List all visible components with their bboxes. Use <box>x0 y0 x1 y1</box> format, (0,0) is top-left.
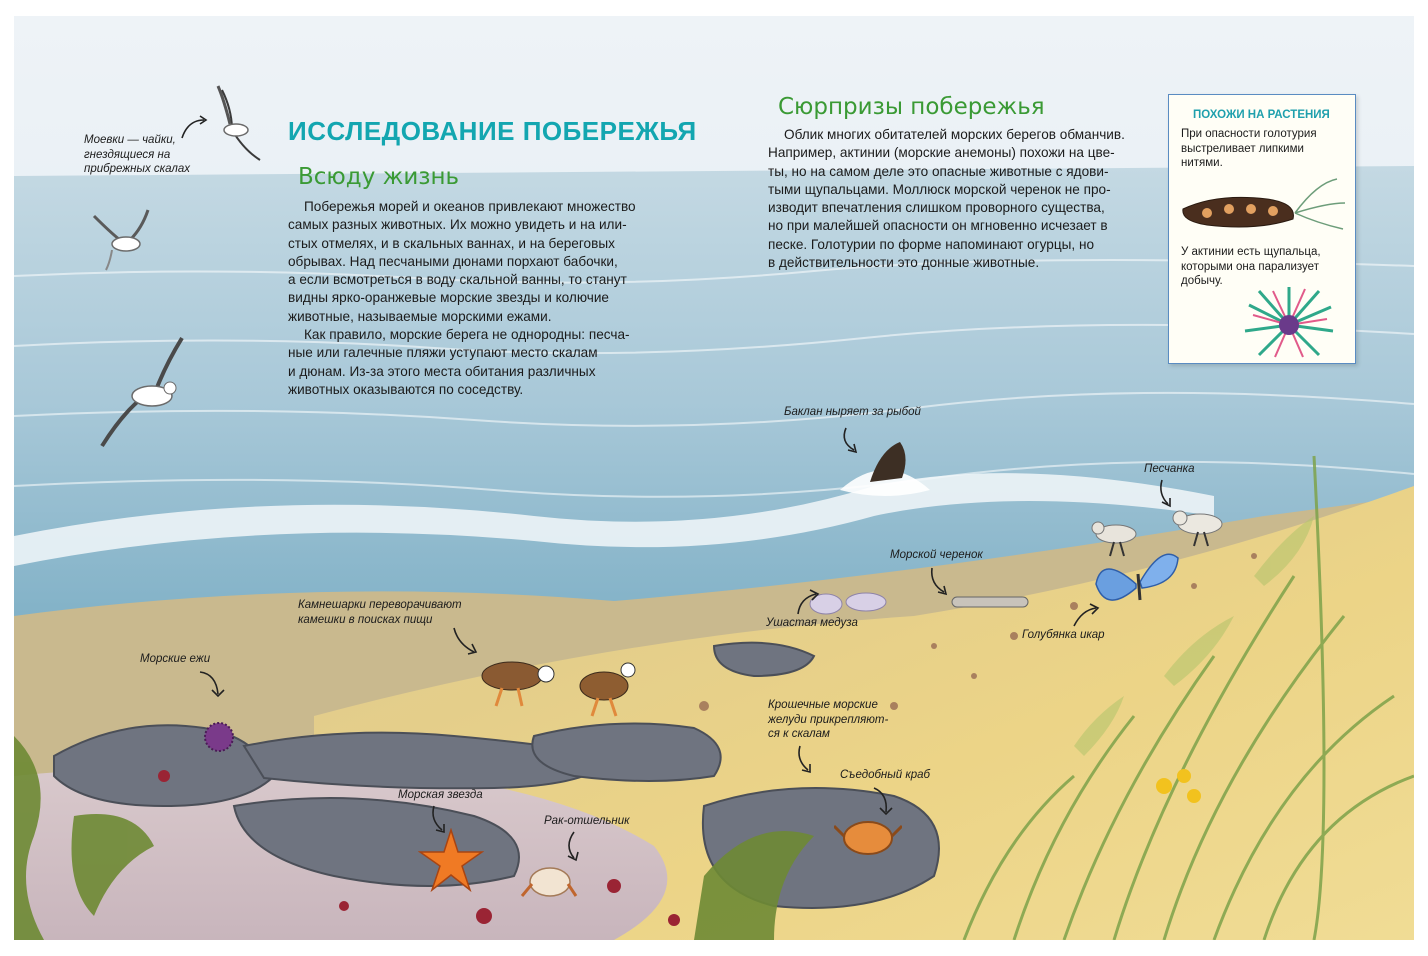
text-line: а если всмотреться в воду скальной ванны, то станут <box>288 272 627 288</box>
text-line: У актинии есть щупальца, <box>1181 246 1321 258</box>
text-line: добычу. <box>1181 275 1223 287</box>
arrow-starfish <box>424 802 458 836</box>
sea-urchin-figure <box>194 714 244 760</box>
caption-line: камешки в поисках пищи <box>298 613 433 626</box>
turnstone-figure-1 <box>462 652 562 708</box>
common-blue-butterfly-figure <box>1092 544 1182 620</box>
arrow-jellyfish <box>792 586 826 620</box>
text-line: животные, называемые морскими ежами. <box>288 308 552 324</box>
text-line: Побережья морей и океанов привлекают множество <box>304 199 636 214</box>
caption-line: Съедобный краб <box>840 769 931 781</box>
caption-razor-clam <box>890 548 983 563</box>
arrow-sea-urchins <box>196 666 230 700</box>
text-line: видны ярко-оранжевые морские звезды и колючие <box>288 290 609 306</box>
caption-cormorant <box>784 405 921 420</box>
text-line: которыми она парализует <box>1181 260 1319 273</box>
sea-anemone-figure <box>1239 285 1339 361</box>
section-heading-everywhere-life: Всюду жизнь <box>298 164 460 190</box>
text-line: песке. Голотурии по форме напоминают огурцы, но <box>768 236 1095 252</box>
text-line: в действительности это донные животные. <box>768 255 1040 271</box>
caption-line: Морские ежи <box>140 653 211 665</box>
caption-line: Морской черенок <box>890 549 983 561</box>
text-line: При опасности голотурия <box>1181 128 1317 140</box>
arrow-hermit-crab <box>560 828 594 862</box>
caption-line: Рак-отшельник <box>544 815 630 827</box>
caption-line: Камнешарки переворачивают <box>298 599 462 611</box>
text-line: Например, актинии (морские анемоны) похожи на цве- <box>768 145 1115 161</box>
edible-crab-figure <box>834 814 902 860</box>
text-line: и дюнам. Из-за этого места обитания различных <box>288 363 596 379</box>
caption-kittiwakes <box>84 133 190 177</box>
sea-cucumber-figure <box>1177 173 1347 237</box>
arrow-razor-clam <box>924 564 958 598</box>
text-line: ты, но на самом деле это опасные животные с ядови- <box>768 163 1109 179</box>
turnstone-figure-2 <box>570 656 642 718</box>
caption-line: Крошечные морские <box>768 699 878 711</box>
sanderling-figure-2 <box>1168 506 1230 548</box>
section-text-coast-surprises <box>768 126 1148 272</box>
caption-line: желуди прикрепляют- <box>768 713 889 726</box>
caption-line: Ушастая медуза <box>766 617 858 629</box>
text-line: но при малейшей опасности он мгновенно исчезает в <box>768 218 1108 234</box>
sidebar-text-sea-cucumber <box>1181 127 1351 171</box>
caption-line: Баклан ныряет за рыбой <box>784 406 921 418</box>
razor-clam-figure <box>950 592 1032 612</box>
arrow-edible-crab <box>862 784 896 818</box>
text-line: Облик многих обитателей морских берегов обманчив. <box>784 127 1125 142</box>
section-text-everywhere-life <box>288 198 660 399</box>
text-line: животных оказываются по соседству. <box>288 381 524 397</box>
caption-barnacles <box>768 698 888 742</box>
arrow-sanderling <box>1152 476 1186 510</box>
caption-sanderling <box>1144 462 1194 477</box>
caption-line: Голубянка икар <box>1022 629 1105 641</box>
caption-line: гнездящиеся на <box>84 148 171 161</box>
text-line: ные или галечные пляжи уступают место скалам <box>288 345 598 361</box>
text-line: стых отмелях, и в скальных ваннах, и на береговых <box>288 235 615 251</box>
caption-line: ся к скалам <box>768 728 830 740</box>
text-line: тыми щупальцами. Моллюск морской черенок не про- <box>768 181 1111 197</box>
arrow-kittiwakes <box>178 112 212 146</box>
caption-line: Моевки — чайки, <box>84 134 176 146</box>
caption-turnstones <box>298 598 462 627</box>
starfish-figure <box>418 828 484 892</box>
caption-line: прибрежных скалах <box>84 163 190 175</box>
caption-starfish <box>398 788 483 803</box>
caption-line: Песчанка <box>1144 463 1195 475</box>
sidebar-plant-lookalikes <box>1168 94 1356 364</box>
section-heading-coast-surprises: Сюрпризы побережья <box>778 94 1045 120</box>
caption-edible-crab <box>840 768 930 783</box>
kittiwake-figure-3 <box>96 334 196 450</box>
text-line: обрывах. Над песчаными дюнами порхают бабочки, <box>288 253 618 269</box>
text-line: Как правило, морские берега не однородны: песча- <box>304 327 630 343</box>
arrow-butterfly <box>1068 598 1102 632</box>
sidebar-title: ПОХОЖИ НА РАСТЕНИЯ <box>1193 109 1330 121</box>
caption-line: Морская звезда <box>398 789 483 801</box>
text-line: изводит впечатления слишком проворного существа, <box>768 200 1105 216</box>
arrow-cormorant <box>834 424 868 458</box>
text-line: выстреливает липкими <box>1181 142 1304 155</box>
text-line: самых разных животных. Их можно увидеть и на или- <box>288 217 627 233</box>
caption-hermit-crab <box>544 814 630 829</box>
caption-sea-urchins <box>140 652 210 667</box>
text-line: нитями. <box>1181 157 1223 169</box>
kittiwake-figure-2 <box>90 206 160 272</box>
arrow-turnstones <box>448 624 482 658</box>
sidebar-text-anemone <box>1181 245 1357 289</box>
main-title: ИССЛЕДОВАНИЕ ПОБЕРЕЖЬЯ <box>288 116 697 146</box>
hermit-crab-figure <box>520 856 578 904</box>
arrow-barnacles <box>790 742 824 776</box>
